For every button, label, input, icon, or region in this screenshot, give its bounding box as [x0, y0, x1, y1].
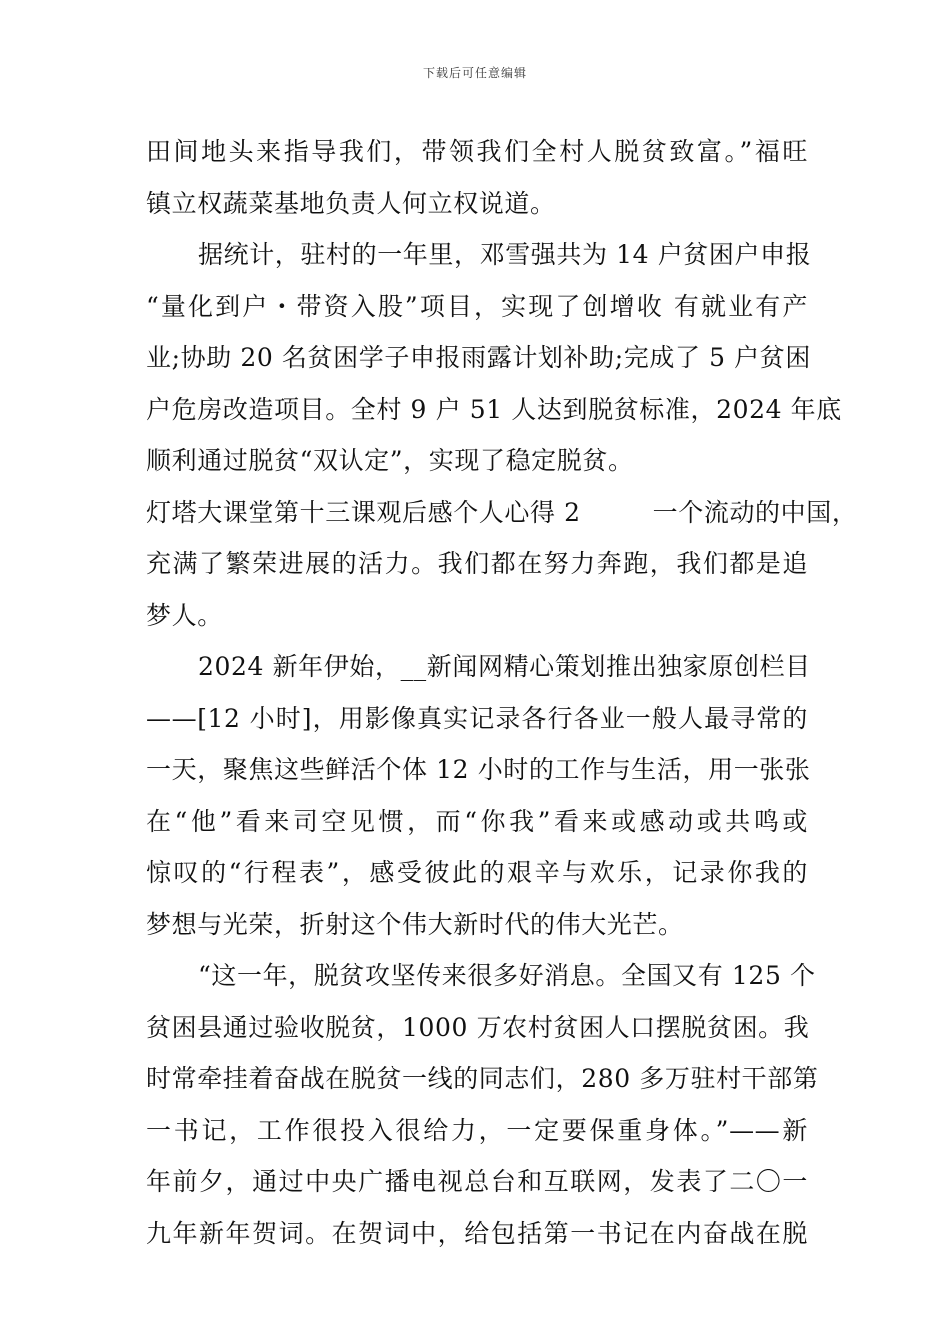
document-body — [146, 126, 858, 1259]
text-line: 贫困县通过验收脱贫，1000 万农村贫困人口摆脱贫困。我 — [146, 1012, 810, 1042]
text-line: 业;协助 20 名贫困学子申报雨露计划补助;完成了 5 户贫困 — [146, 343, 811, 372]
text-line: 据统计，驻村的一年里，邓雪强共为 14 户贫困户申报 — [198, 240, 812, 269]
text-line: 充满了繁荣进展的活力。我们都在努力奔跑，我们都是追 — [146, 549, 808, 578]
text-line: 一书记，工作很投入很给力，一定要保重身体。”——新 — [146, 1115, 808, 1145]
text-line: “这一年，脱贫攻坚传来很多好消息。全国又有 125 个 — [198, 961, 816, 990]
text-line: 惊叹的“行程表”，感受彼此的艰辛与欢乐，记录你我的 — [146, 858, 808, 887]
text-line: “量化到户・带资入股”项目，实现了创增收 有就业有产 — [146, 291, 808, 321]
text-line: 九年新年贺词。在贺词中，给包括第一书记在内奋战在脱 — [146, 1218, 808, 1248]
text-line: 年前夕，通过中央广播电视总台和互联网，发表了二〇一 — [146, 1167, 808, 1196]
paragraph-3 — [146, 487, 858, 642]
text-line: 顺利通过脱贫“双认定”，实现了稳定脱贫。 — [146, 446, 634, 475]
section-heading-line — [146, 487, 858, 539]
text-line: 一天，聚焦这些鲜活个体 12 小时的工作与生活，用一张张 — [146, 755, 811, 784]
page-header: 下载后可任意编辑 — [422, 66, 527, 80]
text-line: 户危房改造项目。全村 9 户 51 人达到脱贫标准，2024 年底 — [146, 394, 842, 424]
text-line: 镇立权蔬菜基地负责人何立权说道。 — [146, 188, 556, 218]
text-line: 梦人。 — [146, 600, 223, 630]
section-title: 灯塔大课堂第十三课观后感个人心得 2 — [146, 497, 581, 527]
text-line: 时常牵挂着奋战在脱贫一线的同志们，280 多万驻村干部第 — [146, 1064, 819, 1093]
text-line: ——[12 小时]，用影像真实记录各行各业一般人最寻常的 — [146, 703, 808, 733]
text-line: 2024 新年伊始，__新闻网精心策划推出独家原创栏目 — [198, 652, 811, 681]
section-first-text: 一个流动的中国， — [652, 497, 858, 527]
paragraph-5 — [146, 950, 819, 1259]
text-line: 梦想与光荣，折射这个伟大新时代的伟大光芒。 — [146, 909, 684, 939]
paragraph-1 — [146, 126, 808, 229]
paragraph-2 — [146, 229, 842, 487]
text-line: 田间地头来指导我们，带领我们全村人脱贫致富。”福旺 — [146, 137, 808, 166]
paragraph-4 — [146, 641, 811, 950]
text-line: 在“他”看来司空见惯，而“你我”看来或感动或共鸣或 — [146, 806, 808, 836]
